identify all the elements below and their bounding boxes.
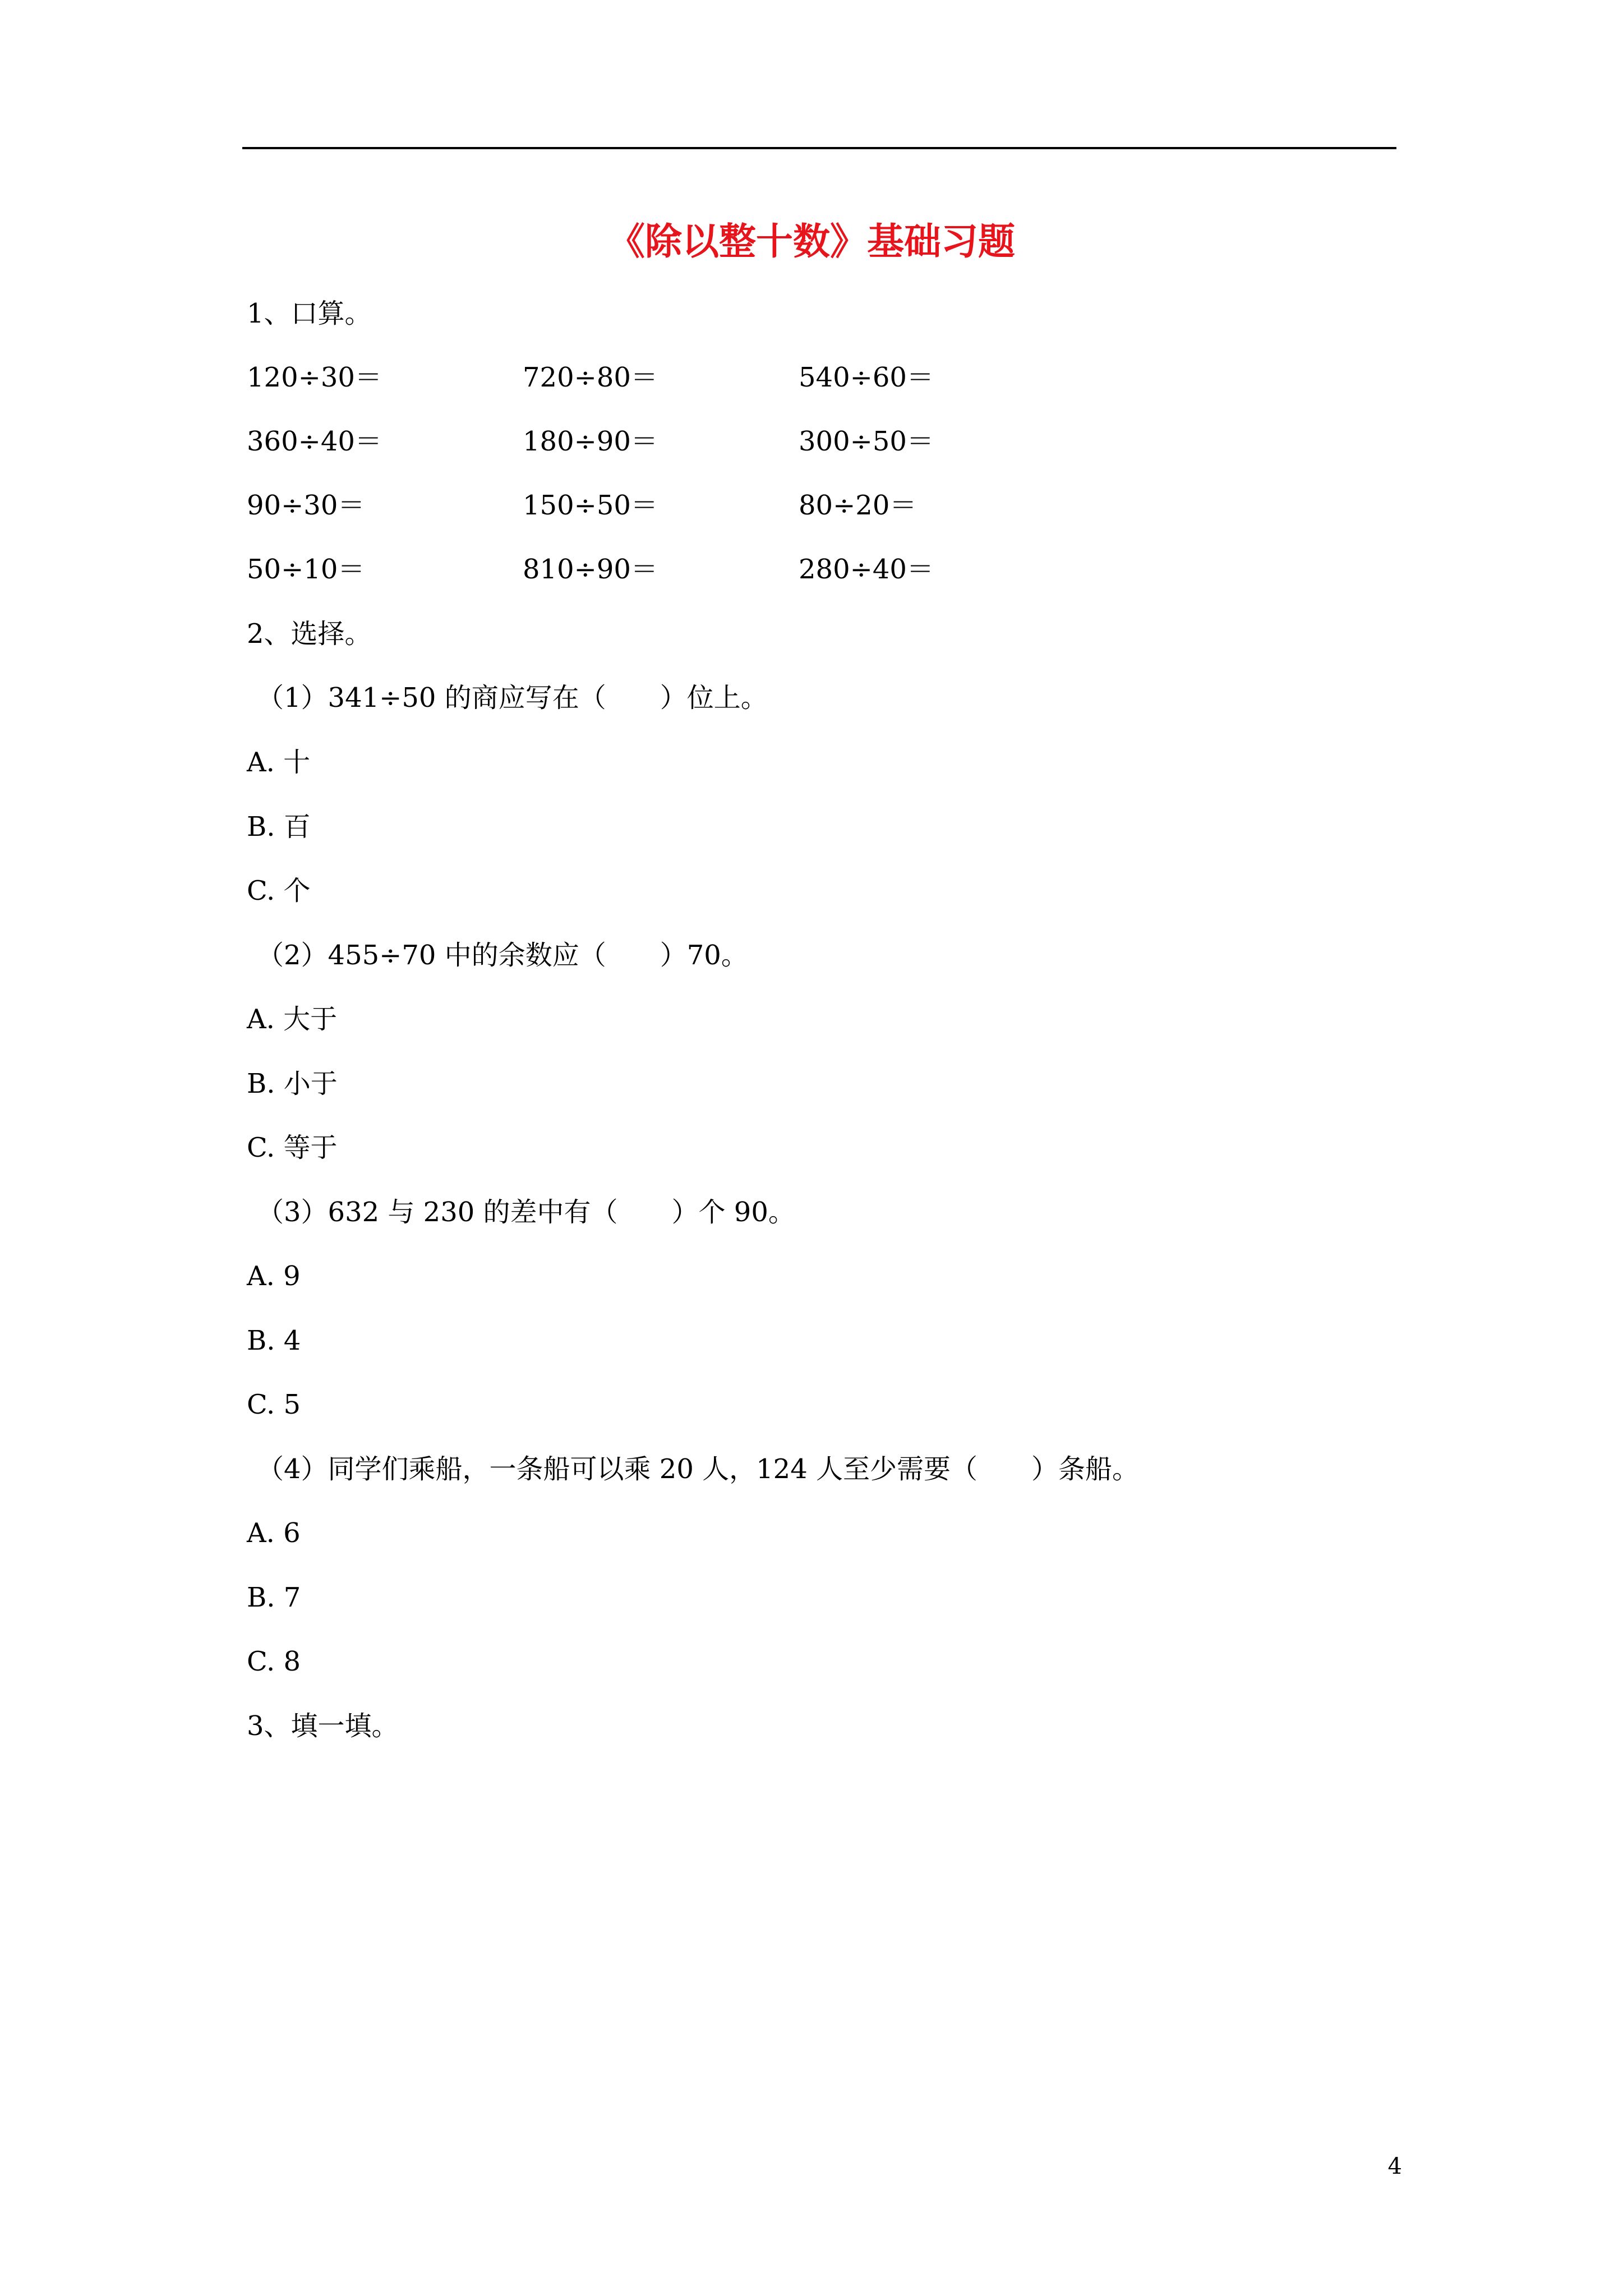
question-1-option-b: B. 百 xyxy=(247,811,311,843)
header-rule xyxy=(242,147,1396,149)
question-1-stem: （1）341÷50 的商应写在（ ）位上。 xyxy=(257,682,768,714)
question-3-option-b: B. 4 xyxy=(247,1325,301,1356)
calc-item: 90÷30＝ xyxy=(247,490,365,521)
question-1-option-c: C. 个 xyxy=(247,875,311,907)
question-4-stem: （4）同学们乘船，一条船可以乘 20 人，124 人至少需要（ ）条船。 xyxy=(257,1453,1140,1485)
calc-item: 280÷40＝ xyxy=(799,554,934,585)
question-4-option-a: A. 6 xyxy=(247,1517,301,1549)
question-3-stem: （3）632 与 230 的差中有（ ）个 90。 xyxy=(257,1197,795,1228)
question-2-option-b: B. 小于 xyxy=(247,1068,338,1099)
question-4-option-b: B. 7 xyxy=(247,1582,301,1613)
question-1-option-a: A. 十 xyxy=(247,747,311,778)
calc-item: 120÷30＝ xyxy=(247,362,382,393)
question-2-option-c: C. 等于 xyxy=(247,1132,338,1163)
page-number: 4 xyxy=(1387,2154,1402,2179)
question-2-stem: （2）455÷70 中的余数应（ ）70。 xyxy=(257,940,748,971)
question-3-option-c: C. 5 xyxy=(247,1389,301,1420)
calc-item: 300÷50＝ xyxy=(799,426,934,457)
calc-item: 80÷20＝ xyxy=(799,490,917,521)
question-4-option-c: C. 8 xyxy=(247,1646,301,1677)
calc-item: 150÷50＝ xyxy=(523,490,658,521)
calc-item: 50÷10＝ xyxy=(247,554,365,585)
calc-item: 810÷90＝ xyxy=(523,554,658,585)
section-1-heading: 1、口算。 xyxy=(247,298,372,329)
calc-item: 720÷80＝ xyxy=(523,362,658,393)
calc-item: 540÷60＝ xyxy=(799,362,934,393)
document-title: 《除以整十数》基础习题 xyxy=(608,219,1015,263)
calc-item: 360÷40＝ xyxy=(247,426,382,457)
calc-item: 180÷90＝ xyxy=(523,426,658,457)
question-2-option-a: A. 大于 xyxy=(247,1004,338,1035)
section-2-heading: 2、选择。 xyxy=(247,618,372,650)
question-3-option-a: A. 9 xyxy=(247,1260,301,1292)
section-3-heading: 3、填一填。 xyxy=(247,1710,399,1742)
